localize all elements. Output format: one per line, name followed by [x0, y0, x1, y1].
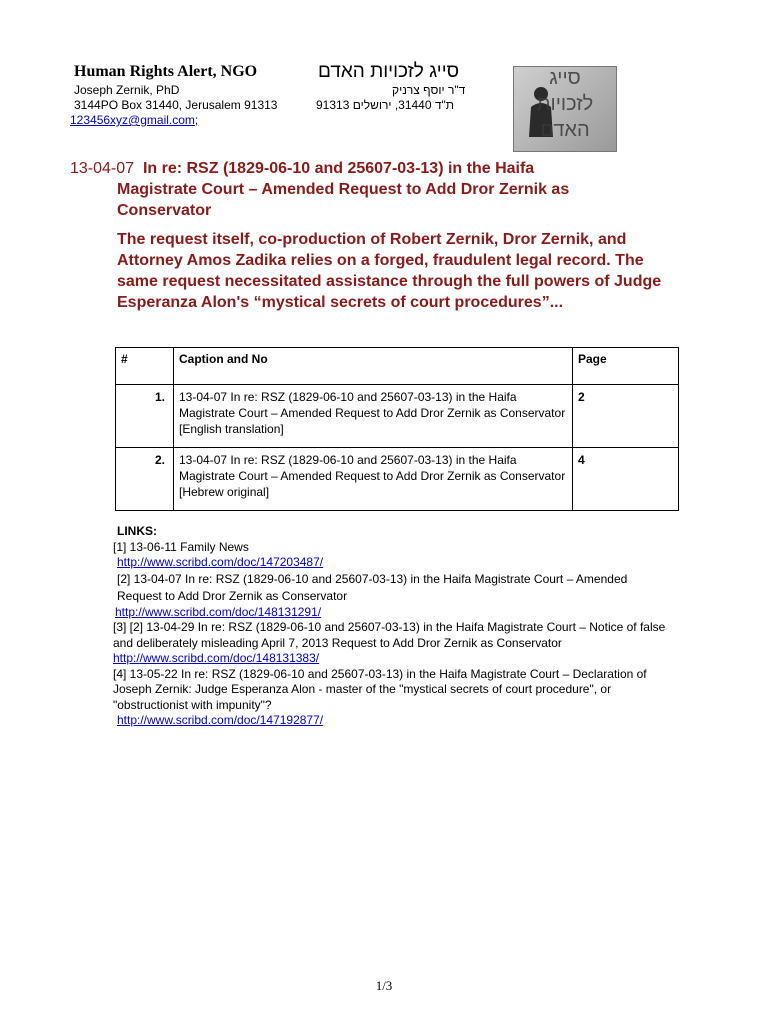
link-label: [3] [2] 13-04-29 In re: RSZ (1829-06-10 and 25607-03-13) in the Haifa Magistrate Court – Notice of false and deliberately misleading April 7, 2013 Request to Add Dror Zernik as Conservator — [113, 620, 666, 650]
link-url[interactable]: http://www.scribd.com/doc/148131383/ — [113, 651, 320, 665]
link-item — [113, 620, 673, 651]
row-number: 1. — [116, 385, 174, 448]
logo-text-line-2: לזכויות — [536, 93, 594, 115]
org-name-hebrew: סייג לזכויות האדם — [318, 61, 460, 82]
table-row — [116, 448, 679, 511]
row-page: 2 — [573, 385, 679, 448]
title-text-1: In re: RSZ (1829-06-10 and 25607-03-13) in the Haifa — [142, 160, 535, 177]
logo-text-line-1: סייג — [549, 67, 581, 89]
row-caption: 13-04-07 In re: RSZ (1829-06-10 and 25607-03-13) in the Haifa Magistrate Court – Amended Request to Add Dror Zernik as Conservator [Hebrew original] — [174, 448, 573, 511]
row-caption: 13-04-07 In re: RSZ (1829-06-10 and 25607-03-13) in the Haifa Magistrate Court – Amended Request to Add Dror Zernik as Conservator [English translation] — [174, 385, 573, 448]
header-page: Page — [573, 348, 679, 385]
link-url[interactable]: http://www.scribd.com/doc/147192877/ — [117, 713, 324, 727]
header-caption: Caption and No — [174, 348, 573, 385]
org-logo — [513, 66, 617, 152]
link-label: [2] 13-04-07 In re: RSZ (1829-06-10 and 25607-03-13) in the Haifa Magistrate Court – Amended Request to Add Dror Zernik as Conservator — [117, 571, 628, 603]
links-section — [113, 524, 673, 729]
contents-table — [115, 347, 679, 511]
org-name-english: Human Rights Alert, NGO — [74, 63, 258, 80]
link-item — [113, 667, 673, 729]
table-row — [116, 385, 679, 448]
author-name-english: Joseph Zernik, PhD — [74, 83, 180, 97]
title-line-2: Magistrate Court – Amended Request to Add Dror Zernik as — [117, 181, 570, 198]
summary-paragraph: The request itself, co-production of Robert Zernik, Dror Zernik, and Attorney Amos Zadika relies on a forged, fraudulent legal record. The same request necessitated assistance through the full powers of Judge Esperanza Alon's “mystical secrets of court procedures”... — [117, 231, 662, 311]
link-label: [1] 13-06-11 Family News — [113, 539, 249, 554]
email-line — [70, 113, 198, 127]
row-page: 4 — [573, 448, 679, 511]
link-url[interactable]: http://www.scribd.com/doc/147203487/ — [117, 555, 324, 569]
email-link[interactable]: 123456xyz@gmail.com; — [70, 113, 199, 127]
row-number: 2. — [116, 448, 174, 511]
link-url[interactable]: http://www.scribd.com/doc/148131291/ — [115, 604, 322, 619]
link-label: [4] 13-05-22 In re: RSZ (1829-06-10 and 25607-03-13) in the Haifa Magistrate Court – Declaration of Joseph Zernik: Judge Esperanza Alon - master of the "mystical secrets of court procedure", or "obstructionist with impunity"? — [113, 666, 647, 712]
address-english: 3144PO Box 31440, Jerusalem 91313 — [74, 98, 278, 112]
document-title — [70, 158, 670, 221]
table-header-row — [116, 348, 679, 385]
link-item — [113, 540, 673, 571]
address-hebrew: ת"ד 31440, ירושלים 91313 — [316, 98, 455, 112]
page-number: 1/3 — [375, 978, 393, 993]
title-line-3: Conservator — [117, 202, 212, 219]
title-date: 13-04-07 — [70, 160, 135, 177]
logo-text-line-3: האדם — [540, 119, 590, 141]
title-line-1 — [70, 158, 670, 179]
link-item — [113, 571, 673, 605]
links-heading: LINKS: — [117, 524, 157, 538]
header-number: # — [116, 348, 174, 385]
author-name-hebrew: ד"ר יוסף צרניק — [392, 83, 466, 97]
